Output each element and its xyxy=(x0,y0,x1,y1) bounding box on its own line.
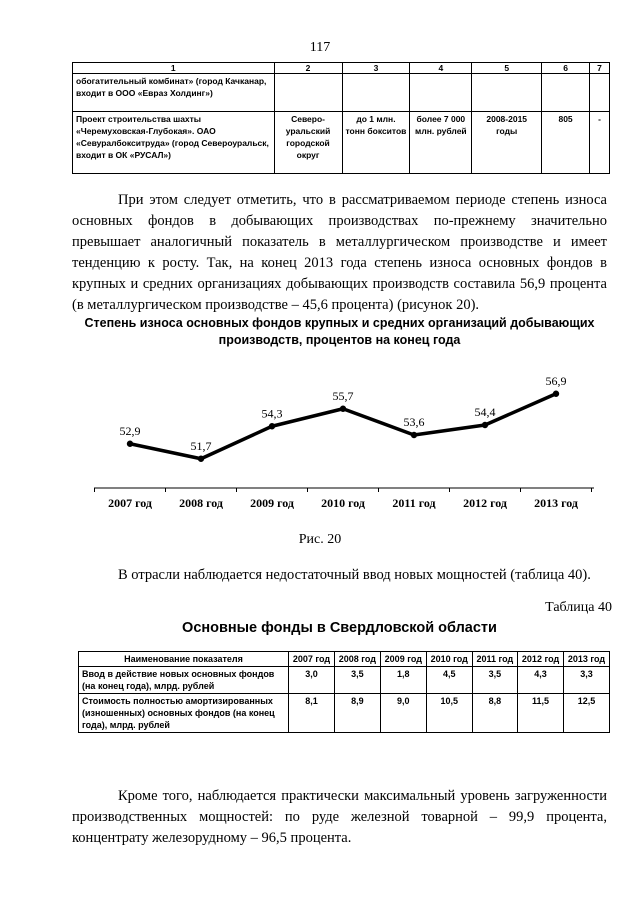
table-header-cell: 2010 год xyxy=(426,652,472,667)
page-number: 117 xyxy=(309,40,331,55)
fixed-assets-table xyxy=(78,651,610,733)
table-header-cell: 7 xyxy=(590,63,610,74)
wear-line-chart xyxy=(72,360,607,520)
table-header-cell: 2009 год xyxy=(380,652,426,667)
projects-table xyxy=(72,62,610,174)
x-tick-label: 2011 год xyxy=(392,496,436,510)
table-header-cell: 1 xyxy=(73,63,275,74)
x-tick-label: 2009 год xyxy=(250,496,294,510)
table-header-row xyxy=(79,652,610,667)
table-cell xyxy=(472,74,542,112)
table-cell: 4,5 xyxy=(426,667,472,694)
table-header-row xyxy=(73,63,610,74)
table-cell xyxy=(542,74,590,112)
data-label: 54,3 xyxy=(261,406,283,421)
x-tick-label: 2012 год xyxy=(463,496,507,510)
paragraph-wear-rate xyxy=(72,190,607,316)
data-point xyxy=(482,422,488,428)
data-label: 51,7 xyxy=(190,438,212,453)
table-row xyxy=(79,694,610,733)
table-cell: более 7 000 млн. рублей xyxy=(410,112,472,174)
table-header-cell: 2007 год xyxy=(289,652,335,667)
table-header-cell: 4 xyxy=(410,63,472,74)
data-point xyxy=(340,406,346,412)
table-number: Таблица 40 xyxy=(545,600,612,615)
table-cell: 11,5 xyxy=(518,694,564,733)
table-cell: Ввод в действие новых основных фондов (на конец года), млрд. рублей xyxy=(79,667,289,694)
table-cell: - xyxy=(590,112,610,174)
data-point xyxy=(198,456,204,462)
paragraph-text: В отрасли наблюдается недостаточный ввод новых мощностей (таблица 40). xyxy=(118,567,591,583)
table-cell: 12,5 xyxy=(564,694,610,733)
x-tick-label: 2007 год xyxy=(108,496,152,510)
table-header-cell: 3 xyxy=(342,63,410,74)
data-point xyxy=(269,423,275,429)
x-tick-label: 2008 год xyxy=(179,496,223,510)
data-point xyxy=(553,391,559,397)
table-header-cell: Наименование показателя xyxy=(79,652,289,667)
paragraph-load xyxy=(72,786,607,849)
table-cell: 8,9 xyxy=(334,694,380,733)
table-cell: 3,3 xyxy=(564,667,610,694)
data-label: 55,7 xyxy=(332,388,354,403)
data-label: 54,4 xyxy=(474,405,496,419)
table-row xyxy=(73,112,610,174)
data-label: 53,6 xyxy=(403,415,425,429)
table-cell: 1,8 xyxy=(380,667,426,694)
table-cell: 2008-2015 годы xyxy=(472,112,542,174)
table-cell: 805 xyxy=(542,112,590,174)
table-cell xyxy=(590,74,610,112)
table-cell xyxy=(410,74,472,112)
data-point xyxy=(127,441,133,447)
table-cell: 9,0 xyxy=(380,694,426,733)
table-cell: 3,0 xyxy=(289,667,335,694)
table-cell xyxy=(342,74,410,112)
table-cell: до 1 млн. тонн бокситов xyxy=(342,112,410,174)
table-cell: 8,1 xyxy=(289,694,335,733)
table-cell: 10,5 xyxy=(426,694,472,733)
table-header-cell: 2011 год xyxy=(472,652,517,667)
table-cell xyxy=(274,74,342,112)
table-header-cell: 6 xyxy=(542,63,590,74)
paragraph-text: При этом следует отметить, что в рассматриваемом периоде степень износа основных фондов в добывающих производствах по-прежнему значительно превышает аналогичный показатель в металлургическом производстве и имеет тенденцию к росту. Так, на конец 2013 года степень износа основных фондов в крупных и средних организациях добывающих производств составила 56,9 процента (в металлургическом производстве – 45,6 процента) (рисунок 20). xyxy=(72,192,607,313)
table-cell: обогатительный комбинат» (город Качканар, входит в ООО «Евраз Холдинг») xyxy=(73,74,275,112)
table-cell: 8,8 xyxy=(472,694,517,733)
table-title: Основные фонды в Свердловской области xyxy=(182,620,497,636)
x-tick-label: 2010 год xyxy=(321,496,365,510)
table-header-cell: 5 xyxy=(472,63,542,74)
table-cell: 4,3 xyxy=(518,667,564,694)
data-label: 52,9 xyxy=(119,423,141,438)
table-row xyxy=(73,74,610,112)
table-cell: Проект строительства шахты «Черемуховская-Глубокая». ОАО «Севуралбокситруда» (город Североуральск, входит в ОК «РУСАЛ») xyxy=(73,112,275,174)
paragraph-capacity xyxy=(72,565,607,586)
table-header-cell: 2008 год xyxy=(334,652,380,667)
table-header-cell: 2 xyxy=(274,63,342,74)
x-tick-label: 2013 год xyxy=(534,496,578,510)
data-point xyxy=(411,432,417,438)
table-row xyxy=(79,667,610,694)
table-cell: Северо-уральский городской округ xyxy=(274,112,342,174)
table-cell: 3,5 xyxy=(472,667,517,694)
paragraph-text: Кроме того, наблюдается практически максимальный уровень загруженности производственных мощностей: по руде железной товарной – 99,9 процента, концентрату железорудному – 96,5 процента. xyxy=(72,788,607,846)
table-header-cell: 2013 год xyxy=(564,652,610,667)
table-header-cell: 2012 год xyxy=(518,652,564,667)
table-cell: Стоимость полностью амортизированных (изношенных) основных фондов (на конец года), млрд. рублей xyxy=(79,694,289,733)
chart-title: Степень износа основных фондов крупных и средних организаций добывающих производств, процентов на конец года xyxy=(84,316,595,347)
table-cell: 3,5 xyxy=(334,667,380,694)
figure-caption: Рис. 20 xyxy=(298,532,342,547)
data-label: 56,9 xyxy=(545,373,567,388)
